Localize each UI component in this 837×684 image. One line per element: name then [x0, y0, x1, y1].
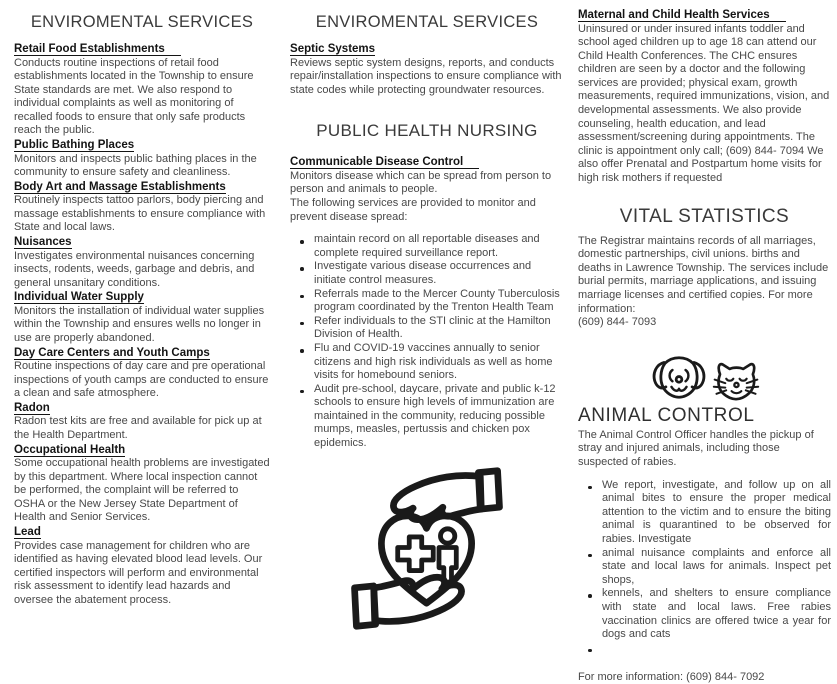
animal-control-description: The Animal Control Officer handles the pickup of stray and injured animals, including those suspected of rabies. [577, 428, 814, 468]
service-description: Investigates environmental nuisances concerning insects, rodents, weeds, garbage and debris, and general unsanitary conditions. [14, 249, 255, 289]
service-description: Monitors the installation of individual water supplies within the Township and ensures wells no longer in use are properly abandoned. [14, 304, 265, 344]
vital-statistics-title: VITAL STATISTICS [619, 205, 790, 227]
vital-statistics-phone: (609) 844- 7093 [577, 316, 657, 329]
bullet-item: Flu and COVID-19 vaccines annually to senior citizens and high risk individuals as well as home visits for homebound seniors. [299, 342, 564, 383]
bullet-item [587, 642, 831, 655]
service-section-retail-food [14, 42, 270, 138]
service-description: Routinely inspects tattoo parlors, body piercing and massage establishments to ensure compliance with State and local laws. [14, 194, 266, 234]
service-description: Some occupational health problems are investigated by this department. Where local inspection cannot be performed, the complaint will be referred to OSHA or the New Jersey State Department of Health and Senior Services. [14, 457, 270, 524]
service-description: Monitors disease which can be spread from person to person and animals to people. [290, 169, 552, 196]
service-heading: Day Care Centers and Youth Camps [14, 346, 210, 359]
disease-control-bullet-list [290, 233, 564, 451]
bullet-item: We report, investigate, and follow up on all animal bites to ensure the proper medical attention to the victim and to ensure the biting animal is quarantined to be observed for rabies. Investigate [587, 479, 831, 547]
service-section-maternal-child [578, 8, 831, 186]
service-heading: Septic Systems [290, 43, 376, 55]
service-description: Conducts routine inspections of retail food establishments located in the Township to ensure State standards are met. We also respond to individual complaints as well as monitoring of recalled foods to ensure that only safe products reach the public. [14, 56, 254, 137]
dog-icon [649, 354, 709, 401]
animal-control-contact: For more information: (609) 844- 7092 [577, 670, 765, 683]
service-description: Monitors and inspects public bathing places in the community to ensure safety and cleanliness. [14, 152, 257, 179]
service-section-lead [14, 525, 270, 607]
vital-statistics-description: The Registrar maintains records of all marriages, domestic partnerships, civil unions. births and deaths in Lawrence Township. The services include burial permits, marriage applications, and issuing marriage licenses and certified copies. For more information: [577, 234, 829, 315]
service-section-communicable-disease [290, 155, 564, 450]
service-description: Provides case management for children who are identified as having elevated blood lead levels. Our certified inspectors will perform and environmental risk assessment to identify lead hazards and oversee the abatement process. [14, 539, 263, 606]
bullet-item: Investigate various disease occurrences and initiate control measures. [299, 260, 564, 287]
service-section-day-care [14, 346, 270, 401]
service-heading: Lead [14, 526, 41, 539]
bullet-item: Referrals made to the Mercer County Tuberculosis program coordinated by the Trenton Health Team [299, 288, 564, 315]
service-section-radon [14, 401, 270, 443]
column-health-services [577, 8, 831, 683]
hands-holding-medical-heart-icon [343, 459, 511, 637]
service-heading: Nuisances [14, 236, 72, 249]
environmental-services-title-2: ENVIROMENTAL SERVICES [315, 13, 539, 31]
bullet-item: Audit pre-school, daycare, private and public k-12 schools to ensure high levels of immunization are maintained in the community, reducing possible mumps, measles, pertussis and chicken pox epidemics. [299, 383, 564, 451]
service-heading: Maternal and Child Health Services [578, 8, 831, 23]
service-heading: Radon [14, 401, 50, 414]
service-heading: Occupational Health [14, 443, 126, 456]
service-section-occupational-health [14, 443, 270, 525]
column-environmental-left [14, 8, 270, 645]
bullet-item: kennels, and shelters to ensure compliance with state and local laws. Free rabies vaccination clinics are offered twice a year for dogs and cats [587, 587, 831, 641]
hands-heart-illustration [290, 459, 564, 642]
service-description: Routine inspections of day care and pre operational inspections of youth camps are conducted to ensure a clean and safe atmosphere. [14, 360, 269, 400]
service-description: Uninsured or under insured infants toddler and school aged children up to age 18 can attend our Child Health Conferences. The CHC ensures children are seen by a doctor and the following services are provided; physical exam, growth measurements, required immunizations, vision, and developmental assessments. We also provide counseling, health education, and lead assessment/screening during appointments. The clinic is appointment only call; (609) 844- 7094 We also offer Prenatal and Postpartum home visits for high risk mothers if requested [577, 22, 830, 185]
cat-icon [712, 360, 760, 401]
service-heading: Retail Food Establishments [14, 42, 270, 57]
service-section-septic [290, 42, 564, 97]
service-heading: Public Bathing Places [14, 139, 135, 152]
service-description: Radon test kits are free and available for pick up at the Health Department. [14, 415, 262, 441]
animal-control-bullet-list [578, 479, 831, 655]
service-description: The following services are provided to monitor and prevent disease spread: [290, 196, 536, 223]
service-heading: Individual Water Supply [14, 291, 144, 304]
service-heading: Communicable Disease Control [290, 155, 564, 170]
service-section-water-supply [14, 290, 270, 345]
bullet-item: Refer individuals to the STI clinic at the Hamilton Division of Health. [299, 315, 564, 342]
animal-icons [578, 354, 831, 401]
bullet-item: animal nuisance complaints and enforce all state and local laws for animals. Inspect pet shops, [587, 547, 831, 588]
service-heading: Body Art and Massage Establishments [14, 180, 226, 193]
bullet-item: maintain record on all reportable diseases and complete required surveillance report. [299, 233, 564, 260]
environmental-services-title: ENVIROMENTAL SERVICES [30, 13, 254, 31]
service-section-body-art [14, 180, 270, 235]
service-description: Reviews septic system designs, reports, and conducts repair/installation inspections to ensure compliance with state codes while protecting groundwater resources. [290, 56, 562, 96]
public-health-nursing-title: PUBLIC HEALTH NURSING [316, 121, 538, 141]
animal-control-title: ANIMAL CONTROL [577, 404, 755, 426]
service-section-public-bathing [14, 138, 270, 180]
service-section-nuisances [14, 235, 270, 290]
column-environmental-nursing [290, 8, 564, 645]
